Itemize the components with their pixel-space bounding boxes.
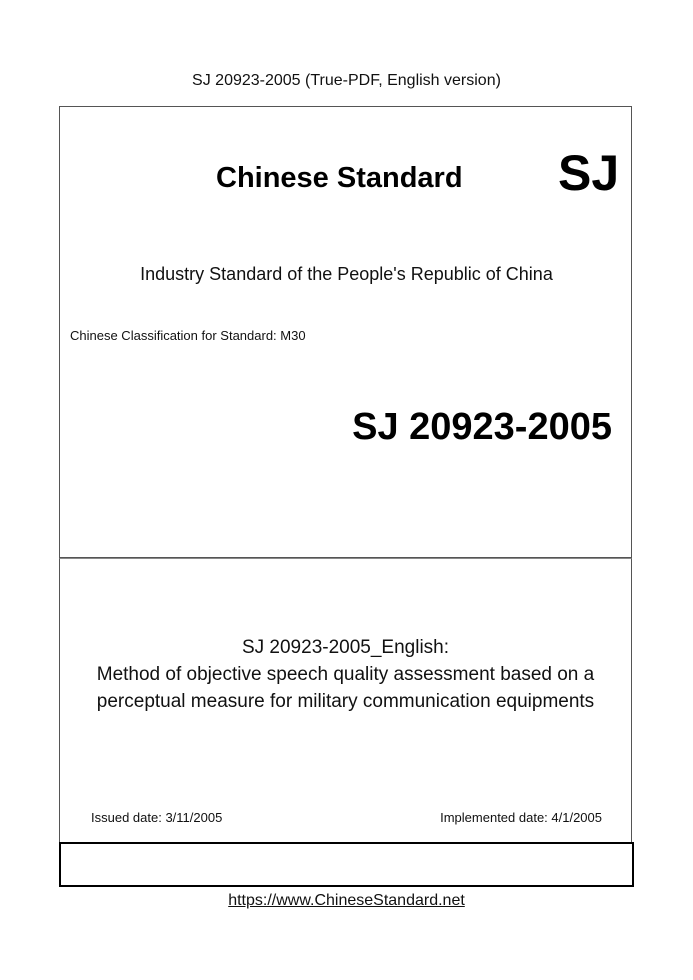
standard-number: SJ 20923-2005 [352, 406, 612, 448]
cover-heading: Chinese Standard [216, 162, 463, 194]
standard-code-mark: SJ [558, 145, 620, 201]
title-line-1: SJ 20923-2005_English: [241, 637, 450, 658]
cover-bottom-frame [59, 842, 634, 887]
title-line-2: Method of objective speech quality assessment based on a [96, 664, 595, 685]
document-title [59, 634, 632, 715]
website-link[interactable]: https://www.ChineseStandard.net [228, 892, 465, 909]
issued-date: Issued date: 3/11/2005 [91, 810, 223, 825]
document-header: SJ 20923-2005 (True-PDF, English version) [192, 72, 501, 89]
implemented-date: Implemented date: 4/1/2005 [440, 810, 602, 825]
classification-text: Chinese Classification for Standard: M30 [70, 328, 306, 343]
title-line-3: perceptual measure for military communication equipments [96, 691, 595, 712]
industry-line: Industry Standard of the People's Republic of China [140, 264, 553, 284]
